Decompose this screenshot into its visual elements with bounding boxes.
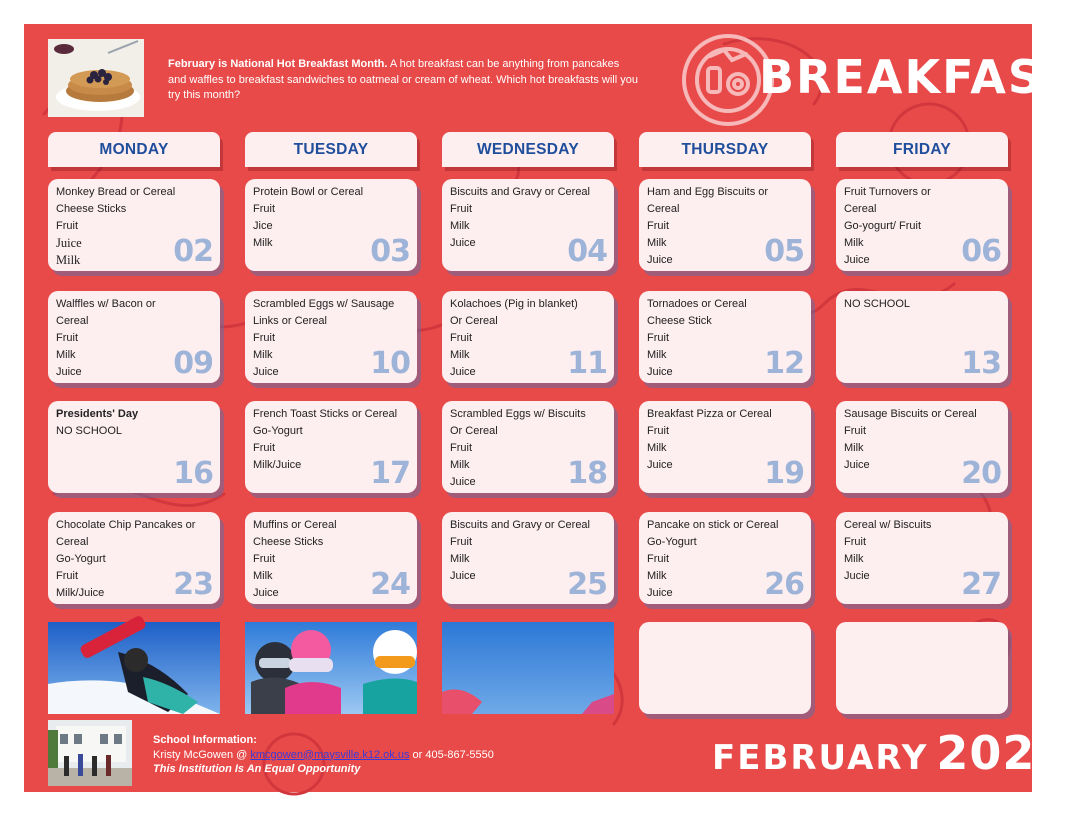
school-info-title: School Information: [153, 734, 257, 746]
menu-day-cell [48, 179, 220, 271]
day-number: 17 [370, 456, 410, 491]
menu-day-cell [245, 291, 417, 383]
menu-item: Fruit [647, 220, 669, 232]
day-number: 11 [567, 346, 607, 381]
menu-item: Milk [450, 553, 470, 565]
photo-snowboarder [48, 622, 220, 714]
menu-item: Scrambled Eggs w/ Biscuits [450, 408, 586, 420]
menu-item: Fruit [450, 332, 472, 344]
calendar-page [24, 24, 1076, 792]
month-label: FEBRUARY [712, 738, 929, 778]
day-header: FRIDAY [836, 132, 1008, 167]
menu-day-cell [836, 512, 1008, 604]
menu-item: Milk [450, 459, 470, 471]
menu-item: Fruit [56, 570, 78, 582]
day-number: 02 [173, 234, 213, 269]
menu-item: Juice [647, 587, 673, 599]
menu-day-cell [639, 179, 811, 271]
menu-item: Milk [56, 349, 76, 361]
school-contact [153, 748, 494, 763]
menu-item: Milk [844, 553, 864, 565]
menu-item: Ham and Egg Biscuits or [647, 186, 769, 198]
day-number: 19 [764, 456, 804, 491]
menu-item: Fruit [56, 332, 78, 344]
day-number: 04 [567, 234, 607, 269]
menu-item: Jucie [844, 570, 870, 582]
menu-item: Or Cereal [450, 425, 498, 437]
menu-item: Juice [647, 366, 673, 378]
menu-item: Or Cereal [450, 315, 498, 327]
day-number: 03 [370, 234, 410, 269]
menu-item: Milk [253, 349, 273, 361]
menu-item: Biscuits and Gravy or Cereal [450, 186, 590, 198]
menu-item: Go-Yogurt [253, 425, 303, 437]
menu-item: Juice [450, 476, 476, 488]
menu-item: Cereal [647, 203, 680, 215]
day-number: 13 [961, 346, 1001, 381]
menu-item: Fruit [647, 332, 669, 344]
menu-item: Cereal w/ Biscuits [844, 519, 932, 531]
intro-body: A hot breakfast can be anything from pancakes and waffles to breakfast sandwiches to oatmeal or cream of wheat. Which hot breakfasts will you try this month? [168, 58, 638, 101]
menu-item: Juice [56, 366, 82, 378]
school-photo [48, 720, 132, 786]
menu-item: NO SCHOOL [56, 425, 123, 437]
contact-suffix: or 405-867-5550 [409, 748, 494, 761]
day-header: MONDAY [48, 132, 220, 167]
day-number: 20 [961, 456, 1001, 491]
day-number: 09 [173, 346, 213, 381]
menu-day-cell [442, 291, 614, 383]
menu-item: Monkey Bread or Cereal [56, 186, 176, 198]
menu-item: Juice [844, 254, 870, 266]
menu-day-cell [639, 401, 811, 493]
menu-day-cell [836, 179, 1008, 271]
menu-item: Cheese Sticks [56, 203, 127, 215]
year-label: 2026 [936, 726, 1069, 780]
month-year-title [712, 726, 1068, 780]
brand-title: BREAKFAST [759, 50, 1076, 104]
menu-lines [844, 296, 1004, 313]
menu-item: Fruit Turnovers or [844, 186, 931, 198]
menu-item: Cheese Stick [647, 315, 712, 327]
day-number: 10 [370, 346, 410, 381]
photo-skier-kids [245, 622, 417, 714]
menu-item: Protein Bowl or Cereal [253, 186, 364, 198]
menu-day-cell [442, 401, 614, 493]
intro-lead: February is National Hot Breakfast Month. [168, 58, 388, 70]
menu-item: Fruit [253, 203, 275, 215]
menu-item: Milk [253, 237, 273, 249]
contact-prefix: Kristy McGowen @ [153, 748, 251, 761]
menu-day-cell [836, 401, 1008, 493]
menu-item: Breakfast Pizza or Cereal [647, 408, 772, 420]
menu-item: Tornadoes or Cereal [647, 298, 747, 310]
menu-item: Juice [253, 587, 279, 599]
day-number: 23 [173, 567, 213, 602]
menu-item: Milk [844, 442, 864, 454]
menu-item: Cereal [844, 203, 877, 215]
menu-item: Juice [253, 366, 279, 378]
email-link[interactable]: kmcgowen@maysville.k12.ok.us [250, 748, 410, 761]
menu-item: Fruit [844, 536, 866, 548]
menu-item: Fruit [253, 442, 275, 454]
menu-day-cell [48, 401, 220, 493]
menu-item: Fruit [253, 332, 275, 344]
menu-item: Milk/Juice [56, 587, 105, 599]
menu-item: Milk [844, 237, 864, 249]
menu-item: Fruit [844, 425, 866, 437]
menu-item: Juice [450, 237, 476, 249]
menu-item: Milk [253, 570, 273, 582]
menu-item: Go-yogurt/ Fruit [844, 220, 922, 232]
menu-day-cell [639, 291, 811, 383]
menu-item: Milk [647, 570, 667, 582]
day-number: 06 [961, 234, 1001, 269]
empty-cell [639, 622, 811, 714]
menu-item: Juice [647, 459, 673, 471]
menu-day-cell [245, 179, 417, 271]
menu-item: Sausage Biscuits or Cereal [844, 408, 977, 420]
menu-item: Juice [56, 236, 82, 250]
day-header: TUESDAY [245, 132, 417, 167]
menu-item: Cereal [56, 536, 89, 548]
menu-item: Milk/Juice [253, 459, 302, 471]
equal-opportunity-note: This Institution Is An Equal Opportunity [153, 763, 361, 775]
day-number: 16 [173, 456, 213, 491]
menu-item: Muffins or Cereal [253, 519, 337, 531]
pancakes-photo [48, 39, 144, 117]
menu-day-cell [48, 512, 220, 604]
menu-item: NO SCHOOL [844, 298, 911, 310]
day-number: 27 [961, 567, 1001, 602]
menu-item: Kolachoes (Pig in blanket) [450, 298, 578, 310]
menu-item: Go-Yogurt [647, 536, 697, 548]
day-header: THURSDAY [639, 132, 811, 167]
menu-item: Jice [253, 220, 273, 232]
menu-item: Biscuits and Gravy or Cereal [450, 519, 590, 531]
menu-item: Fruit [450, 203, 472, 215]
day-number: 24 [370, 567, 410, 602]
menu-lines [56, 406, 216, 440]
intro-text [168, 57, 638, 104]
menu-item: Cheese Sticks [253, 536, 324, 548]
photo-sky [442, 622, 614, 714]
menu-item: Milk [450, 220, 470, 232]
menu-item: Milk [647, 349, 667, 361]
menu-item: Juice [450, 366, 476, 378]
menu-item: Milk [56, 253, 81, 267]
menu-item: Fruit [647, 553, 669, 565]
day-number: 05 [764, 234, 804, 269]
menu-item: Milk [450, 349, 470, 361]
menu-day-cell [442, 179, 614, 271]
day-number: 12 [764, 346, 804, 381]
menu-item: Scrambled Eggs w/ Sausage [253, 298, 395, 310]
menu-item: Fruit [450, 442, 472, 454]
menu-item: Fruit [56, 220, 78, 232]
menu-item: Fruit [450, 536, 472, 548]
menu-item: Juice [844, 459, 870, 471]
menu-day-cell [48, 291, 220, 383]
menu-day-cell [245, 401, 417, 493]
day-number: 18 [567, 456, 607, 491]
menu-day-cell [836, 291, 1008, 383]
menu-item: Fruit [253, 553, 275, 565]
menu-item: Fruit [647, 425, 669, 437]
school-info [153, 733, 494, 777]
empty-cell [836, 622, 1008, 714]
menu-item: Milk [647, 442, 667, 454]
menu-item: Cereal [56, 315, 89, 327]
menu-item: Walffles w/ Bacon or [56, 298, 156, 310]
day-number: 26 [764, 567, 804, 602]
day-header: WEDNESDAY [442, 132, 614, 167]
menu-item: Milk [647, 237, 667, 249]
menu-day-cell [245, 512, 417, 604]
menu-item: Juice [647, 254, 673, 266]
menu-item: Presidents' Day [56, 408, 139, 420]
menu-day-cell [442, 512, 614, 604]
menu-day-cell [639, 512, 811, 604]
day-number: 25 [567, 567, 607, 602]
menu-item: Juice [450, 570, 476, 582]
menu-item: Go-Yogurt [56, 553, 106, 565]
menu-item: Links or Cereal [253, 315, 327, 327]
menu-item: Pancake on stick or Cereal [647, 519, 779, 531]
menu-item: Chocolate Chip Pancakes or [56, 519, 196, 531]
menu-item: French Toast Sticks or Cereal [253, 408, 398, 420]
